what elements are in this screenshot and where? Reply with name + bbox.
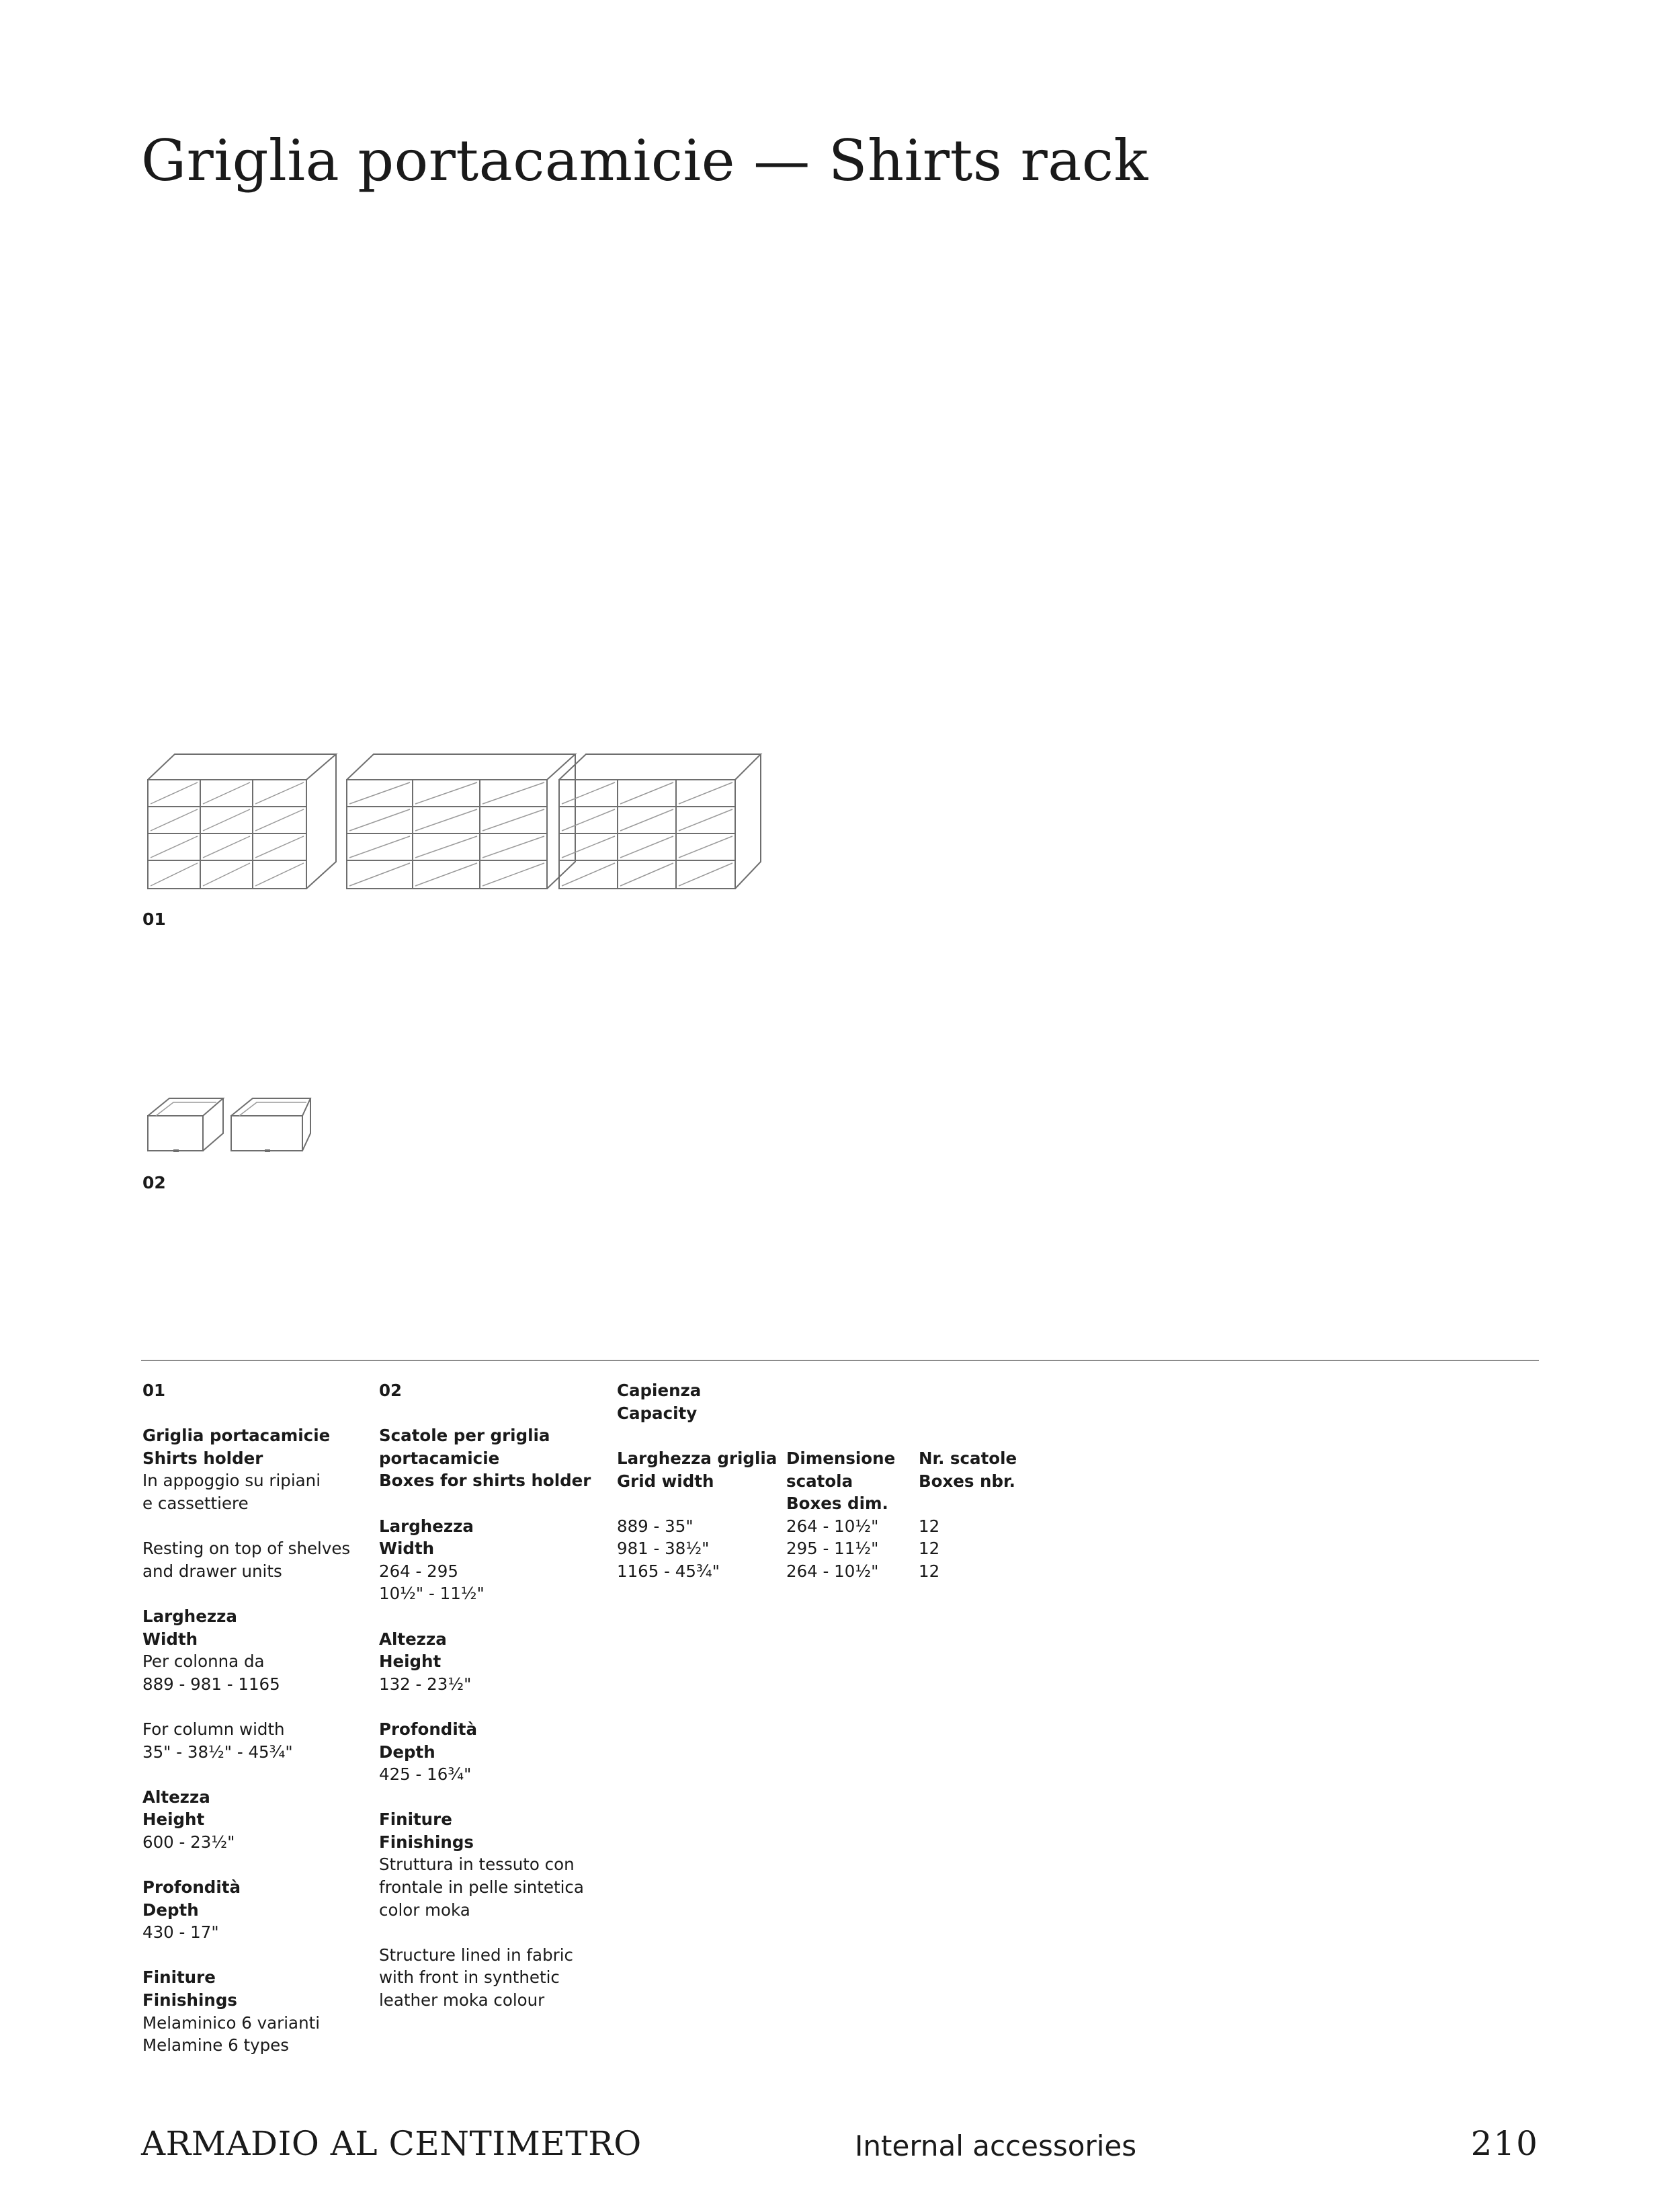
shirts-rack-small — [148, 754, 336, 889]
figure-label-01: 01 — [142, 909, 166, 929]
desc-it-line: e cassettiere — [142, 1493, 249, 1513]
finish-value-it: color moka — [379, 1900, 470, 1920]
shirts-rack-medium — [559, 754, 761, 889]
column-header-it: Larghezza griglia — [617, 1449, 778, 1468]
item-number: 01 — [142, 1381, 166, 1400]
page-number: 210 — [1470, 2124, 1539, 2163]
height-label-it: Altezza — [142, 1787, 210, 1807]
finish-value-it: frontale in pelle sintetica — [379, 1877, 584, 1898]
item-name-it: portacamicie — [379, 1448, 500, 1468]
shirts-rack-large — [347, 754, 575, 889]
width-label-en: Width — [142, 1629, 198, 1649]
height-value: 132 - 23½" — [379, 1674, 472, 1694]
column-header-it: Dimensione — [786, 1449, 896, 1468]
figure-label-02: 02 — [142, 1173, 166, 1192]
height-value: 600 - 23½" — [142, 1832, 235, 1852]
item-name-en: Shirts holder — [142, 1448, 263, 1468]
shirts-rack-illustration — [141, 746, 766, 894]
spec-column-01 — [142, 1379, 350, 2057]
depth-label-en: Depth — [142, 1900, 199, 1920]
desc-en-line: and drawer units — [142, 1561, 282, 1581]
footer-brand: ARMADIO AL CENTIMETRO — [141, 2124, 642, 2163]
capacity-column-grid-width — [617, 1447, 777, 1583]
box-2 — [231, 1098, 310, 1151]
column-header-it: scatola — [786, 1471, 853, 1491]
finish-value-it: Struttura in tessuto con — [379, 1855, 575, 1875]
depth-label-en: Depth — [379, 1742, 435, 1762]
table-cell: 264 - 10½" — [786, 1561, 879, 1581]
finish-value-en: Melamine 6 types — [142, 2035, 289, 2055]
finish-value-en: Structure lined in fabric — [379, 1945, 573, 1965]
spec-column-02 — [379, 1379, 591, 2012]
width-value: 889 - 981 - 1165 — [142, 1674, 280, 1694]
capacity-column-box-dim — [786, 1447, 895, 1583]
finish-label-it: Finiture — [142, 1967, 216, 1988]
height-label-it: Altezza — [379, 1629, 447, 1649]
height-label-en: Height — [142, 1809, 205, 1830]
table-cell: 889 - 35" — [617, 1516, 694, 1536]
height-label-en: Height — [379, 1652, 442, 1672]
boxes-illustration — [141, 1096, 323, 1159]
table-cell: 295 - 11½" — [786, 1539, 879, 1559]
capacity-column-box-count — [919, 1447, 1017, 1583]
item-name-it: Griglia portacamicie — [142, 1426, 331, 1446]
desc-it-line: In appoggio su ripiani — [142, 1471, 321, 1491]
capacity-label-en: Capacity — [617, 1403, 698, 1423]
capacity-heading — [617, 1379, 701, 1424]
divider — [141, 1360, 1539, 1361]
finish-label-en: Finishings — [379, 1832, 474, 1852]
box-1 — [148, 1098, 223, 1151]
capacity-label-it: Capienza — [617, 1381, 702, 1400]
finish-value-it: Melaminico 6 varianti — [142, 2012, 321, 2033]
width-text: For column width — [142, 1719, 285, 1739]
depth-value: 425 - 16¾" — [379, 1764, 472, 1785]
desc-en-line: Resting on top of shelves — [142, 1539, 351, 1559]
table-cell: 1165 - 45¾" — [617, 1561, 720, 1581]
width-value: 264 - 295 — [379, 1561, 458, 1581]
width-value: 35" - 38½" - 45¾" — [142, 1742, 293, 1762]
finish-label-it: Finiture — [379, 1809, 452, 1830]
table-cell: 981 - 38½" — [617, 1539, 710, 1559]
table-cell: 12 — [919, 1561, 940, 1581]
table-cell: 12 — [919, 1539, 940, 1559]
width-text: Per colonna da — [142, 1652, 265, 1672]
depth-label-it: Profondità — [379, 1719, 477, 1739]
width-value: 10½" - 11½" — [379, 1584, 485, 1604]
item-number: 02 — [379, 1381, 403, 1400]
footer-section: Internal accessories — [855, 2129, 1137, 2162]
finish-label-en: Finishings — [142, 1990, 237, 2010]
width-label-it: Larghezza — [142, 1606, 237, 1626]
finish-value-en: with front in synthetic — [379, 1967, 560, 1988]
width-label-en: Width — [379, 1539, 435, 1559]
finish-value-en: leather moka colour — [379, 1990, 545, 2010]
column-header-it: Nr. scatole — [919, 1449, 1017, 1468]
item-name-en: Boxes for shirts holder — [379, 1471, 591, 1491]
table-cell: 264 - 10½" — [786, 1516, 879, 1536]
table-cell: 12 — [919, 1516, 940, 1536]
item-name-it: Scatole per griglia — [379, 1426, 550, 1446]
column-header-en: Grid width — [617, 1471, 714, 1491]
width-label-it: Larghezza — [379, 1516, 474, 1536]
page-title: Griglia portacamicie — Shirts rack — [141, 128, 1148, 194]
depth-value: 430 - 17" — [142, 1922, 219, 1943]
column-header-en: Boxes dim. — [786, 1494, 888, 1514]
column-header-en: Boxes nbr. — [919, 1471, 1015, 1491]
depth-label-it: Profondità — [142, 1877, 241, 1898]
